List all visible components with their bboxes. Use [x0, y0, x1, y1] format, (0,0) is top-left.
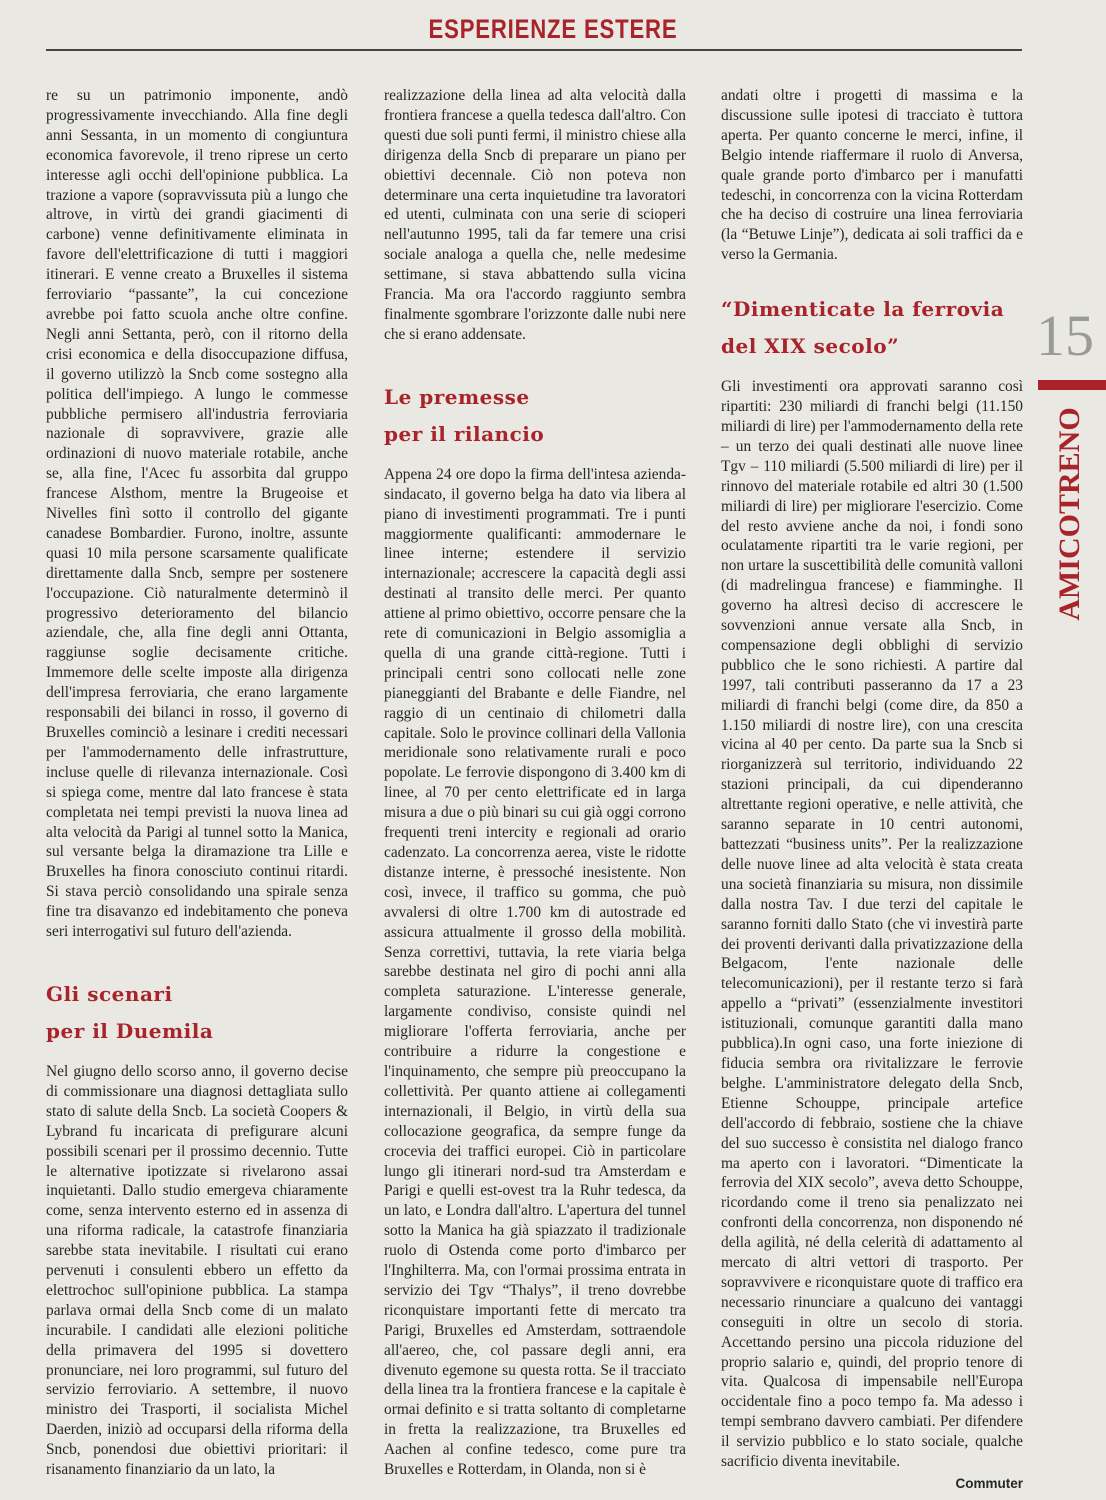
subheading-scenari [46, 976, 348, 1050]
paragraph: andati oltre i progetti di massima e la discussione sulle ipotesi di tracciato è tuttora aperta. Per quanto concerne le merci, infine, il Belgio intende riaffermare il ruolo di Anversa, quale grande porto d'imbarco per i manufatti tedeschi, in concorrenza con la vicina Rotterdam che ha deciso di costruire una linea ferroviaria (la “Betuwe Linje”), dedicata ai soli traffici da e verso la Germania. [721, 87, 1023, 264]
author-signature: Commuter [955, 1476, 1023, 1491]
subheading-line: “Dimenticate la ferrovia [721, 297, 1005, 322]
magazine-name: AMICOTRENO [1053, 407, 1086, 621]
paragraph: realizzazione della linea ad alta velocità dalla frontiera francese a quella tedesca dall'altro. Con questi due soli punti fermi, il ministro chiese alla dirigenza della Sncb di preparare un piano per obiettivi decennale. Ciò non poteva non determinare una certa inquietudine tra lavoratori ed utenti, culminata con una serie di scioperi nell'autunno 1995, tali da far temere una crisi sociale analoga a quella che, nelle medesime settimane, si stava abbattendo sulla vicina Francia. Ma ora l'accordo raggiunto sembra finalmente sgombrare l'orizzonte dalle nubi nere che si erano addensate. [384, 87, 686, 343]
subheading-dimenticate [721, 291, 1023, 365]
paragraph: Appena 24 ore dopo la firma dell'intesa azienda-sindacato, il governo belga ha dato via libera al piano di investimenti programmati. Tre i punti maggiormente qualificanti: ammodernare le linee interne; estendere il servizio internazionale; accrescere la capacità degli assi destinati al transito delle merci. Per quanto attiene al primo obiettivo, occorre pensare che la rete di comunicazioni in Belgio assomiglia a quella di una grande città-regione. Tutti i principali centri sono collocati nelle zone pianeggianti del Brabante e delle Fiandre, nel raggio di un centinaio di chilometri dalla capitale. Solo le province collinari della Vallonia meridionale sono relativamente rurali e poco popolate. Le ferrovie dispongono di 3.400 km di linee, al 70 per cento elettrificate ed in larga misura a due o più binari su cui già oggi corrono frequenti treni intercity e regionali ad orario cadenzato. La concorrenza aerea, viste le ridotte distanze interne, è pressoché inesistente. Non così, invece, il traffico su gomma, che può avvalersi di oltre 1.700 km di autostrade ed assicura attualmente il grosso della mobilità. Senza correttivi, tuttavia, la rete viaria belga sarebbe destinata nel giro di pochi anni alla completa saturazione. L'interesse generale, largamente condiviso, consiste quindi nel migliorare l'offerta ferroviaria, anche per contribuire a ridurre la congestione e l'inquinamento, che sempre più preoccupano la collettività. Per quanto attiene ai collegamenti internazionali, il Belgio, in virtù della sua collocazione geografica, da sempre funge da crocevia dei traffici europei. Ciò in particolare lungo gli itinerari nord-sud tra Amsterdam e Parigi e quelli est-ovest tra la Ruhr tedesca, da un lato, e Londra dall'altro. L'apertura del tunnel sotto la Manica ha già spiazzato il tradizionale ruolo di Ostenda come porto d'imbarco per l'Inghilterra. Ma, con l'ormai prossima entrata in servizio dei Tgv “Thalys”, il treno dovrebbe riconquistare importanti fette di mercato tra Parigi, Bruxelles ed Amsterdam, sottraendole all'aereo, che, col passare degli anni, era divenuto egemone su questa rotta. Se il tracciato della linea tra la frontiera francese e la capitale è ormai definito e si tratta soltanto di completarne in fretta la realizzazione, tra Bruxelles ed Aachen al confine tedesco, come pure tra Bruxelles e Rotterdam, in Olanda, non si è [384, 465, 686, 1479]
header-rule [46, 49, 1022, 51]
column-2 [384, 86, 686, 1480]
subheading-line: Le premesse [384, 384, 530, 409]
subheading-line: del XIX secolo” [721, 334, 900, 359]
page-number: 15 [1036, 303, 1094, 368]
column-1 [46, 86, 348, 1480]
paragraph: Gli investimenti ora approvati saranno così ripartiti: 230 miliardi di franchi belgi (11.150 miliardi di lire) per l'ammodernamento della rete – un terzo dei quali destinati alle nuove linee Tgv – 110 miliardi (5.500 miliardi di lire) per il rinnovo del materiale rotabile ed altri 30 (1.500 miliardi di lire) per migliorare l'esercizio. Come del resto avviene anche da noi, i fondi sono oculatamente ripartiti tra le varie regioni, per non urtare la suscettibilità delle comunità valloni (di madrelingua francese) e fiamminghe. Il governo ha altresì deciso di accrescere le sovvenzioni annue versate alla Sncb, in compensazione degli obblighi di servizio pubblico che le sono richiesti. A partire dal 1997, tali contributi passeranno da 17 a 23 miliardi di franchi belgi (come dire, da 850 a 1.150 miliardi di nostre lire), con una crescita vicina al 40 per cento. Da parte sua la Sncb si riorganizzerà sul territorio, individuando 22 stazioni principali, da cui dipenderanno altrettante regioni operative, e nelle attività, che saranno separate in 10 centri autonomi, battezzati “business units”. Per la realizzazione delle nuove linee ad alta velocità è stata creata una società finanziaria su misura, non dissimile dalla nostra Tav. I due terzi del capitale le saranno forniti dallo Stato (che vi investirà parte dei proventi derivanti dalla privatizzazione della Belgacom, l'ente nazionale delle telecomunicazioni), per il restante terzo si farà appello a “privati” (essenzialmente investitori istituzionali, comunque garantiti dalla mano pubblica).In ogni caso, una forte iniezione di fiducia sembra ora rivitalizzare le ferrovie belghe. L'amministratore delegato della Sncb, Etienne Schouppe, principale artefice dell'accordo di febbraio, sostiene che la chiave del suo successo è consistita nel dialogo franco ma aperto con i lavoratori. “Dimenticate la ferrovia del XIX secolo”, aveva detto Schouppe, ricordando come il treno sia penalizzato nei confronti della concorrenza, non disponendo né della agilità, né della celerità di adattamento al mercato di altri vettori di trasporto. Per sopravvivere e riconquistare quote di traffico era necessario rinunciare a qualcuno dei vantaggi conseguiti in oltre un secolo di storia. Accettando persino una piccola riduzione del proprio salario e, quindi, del proprio tenore di vita. Qualcosa di impensabile nell'Europa occidentale fino a poco tempo fa. Ma adesso i tempi sembrano davvero cambiati. Per difendere il servizio pubblico e lo stato sociale, qualche sacrificio diventa inevitabile. [721, 378, 1023, 1471]
paragraph: re su un patrimonio imponente, andò progressivamente invecchiando. Alla fine degli anni Sessanta, in un momento di congiuntura economica favorevole, il treno riprese un certo interesse agli occhi dell'opinione pubblica. La trazione a vapore (sopravvissuta più a lungo che altrove, in virtù dei grandi giacimenti di carbone) venne definitivamente eliminata in favore dell'elettrificazione di tutti i maggiori itinerari. E venne creato a Bruxelles il sistema ferroviario “passante”, la cui concezione avrebbe poi fatto scuola anche oltre confine. Negli anni Settanta, però, con il ritorno della crisi economica e della disoccupazione diffusa, il governo utilizzò la Sncb come sostegno alla politica dell'impiego. A lungo le commesse pubbliche permisero all'industria ferroviaria nazionale di sopravvivere, grazie alle ordinazioni di nuovo materiale rotabile, anche se, alla fine, l'Acec fu assorbita dal gruppo francese Alsthom, mentre la Brugeoise et Nivelles finì sotto il controllo del gigante canadese Bombardier. Furono, inoltre, assunte quasi 10 mila persone scarsamente qualificate direttamente dalla Sncb, sempre per sostenere l'occupazione. Ciò naturalmente determinò il progressivo deterioramento del bilancio aziendale, che, alla fine degli anni Ottanta, raggiunse soglie decisamente critiche. Immemore delle scelte imposte alla dirigenza dell'impresa ferroviaria, che erano largamente responsabili dei bilanci in rosso, il governo di Bruxelles cominciò a lesinare i crediti necessari per l'ammodernamento delle infrastrutture, incluse quelle di rilevanza internazionale. Così si spiega come, mentre dal lato francese è stata completata nei tempi previsti la nuova linea ad alta velocità da Parigi al tunnel sotto la Manica, sul versante belga la diramazione tra Lille e Bruxelles ha finora conosciuto continui ritardi. Si stava perciò consolidando una spirale senza fine tra disavanzo ed indebitamento che poneva seri interrogativi sul futuro dell'azienda. [46, 87, 348, 941]
column-3 [721, 86, 1023, 1494]
subheading-line: per il rilancio [384, 421, 545, 446]
section-title: ESPERIENZE ESTERE [428, 14, 678, 44]
subheading-premesse [384, 379, 686, 453]
subheading-line: Gli scenari [46, 981, 173, 1006]
subheading-line: per il Duemila [46, 1018, 214, 1043]
paragraph: Nel giugno dello scorso anno, il governo decise di commissionare una diagnosi dettagliata sullo stato di salute della Sncb. La società Coopers & Lybrand fu incaricata di prefigurare alcuni possibili scenari per il prossimo decennio. Tutte le alternative ipotizzate si rivelarono assai inquietanti. Dallo studio emergeva chiaramente come, senza intervento esterno ed in assenza di una riforma radicale, la catastrofe finanziaria sarebbe stata inevitabile. I risultati cui erano pervenuti i consulenti ebbero un effetto da elettrochoc sull'opinione pubblica. La stampa parlava ormai della Sncb come di un malato incurabile. I candidati alle elezioni politiche della primavera del 1995 si dovettero pronunciare, nei loro programmi, sul futuro del servizio ferroviario. A settembre, il nuovo ministro dei Trasporti, il socialista Michel Daerden, iniziò ad occuparsi della riforma della Sncb, ponendosi due obiettivi prioritari: il risanamento finanziario da un lato, la [46, 1062, 348, 1479]
accent-bar [1038, 380, 1106, 390]
